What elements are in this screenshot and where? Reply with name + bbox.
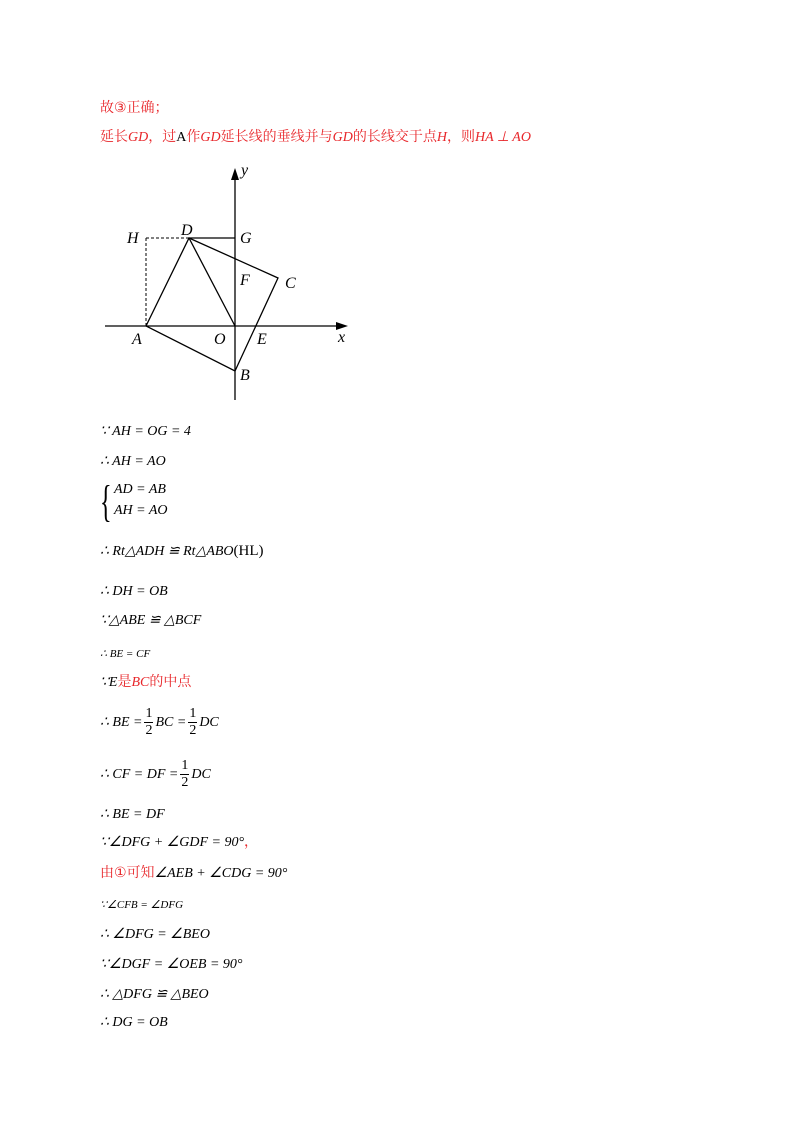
fraction-1	[144, 706, 153, 739]
frac3-den: 2	[181, 774, 189, 790]
frac3-num: 1	[181, 757, 189, 773]
t2l: HA ⊥ AO	[474, 130, 531, 145]
t2h: GD	[332, 130, 353, 145]
proof-line-13	[100, 833, 258, 852]
proof-line-19: ∴ DG = OB	[100, 1015, 168, 1030]
frac1-den: 2	[145, 722, 153, 738]
proof-line-8: ∴ BE = CF	[100, 648, 151, 660]
t2e: 作	[186, 129, 201, 145]
t2d: A	[176, 130, 187, 145]
system-row-1: AD = AB	[114, 482, 166, 497]
frac1-num: 1	[145, 705, 153, 721]
label-a: A	[132, 331, 142, 348]
proof-line-15: ∵∠CFB = ∠DFG	[100, 899, 184, 911]
square-abcd	[146, 238, 278, 371]
t14b: ∠AEB + ∠CDG = 90°	[154, 866, 288, 881]
t2b: GD	[128, 130, 149, 145]
label-g: G	[240, 230, 252, 247]
t14a: 由①可知	[100, 865, 155, 881]
t2g: 延长线的垂线并与	[220, 129, 333, 145]
label-h: H	[127, 230, 139, 247]
proof-line-16: ∴ ∠DFG = ∠BEO	[100, 927, 210, 942]
text-line-2	[100, 128, 531, 147]
label-b: B	[240, 367, 250, 384]
geometry-figure	[100, 160, 360, 405]
proof-line-3: ∵ AH = OG = 4	[100, 424, 191, 439]
t10a: ∴ BE =	[100, 715, 143, 730]
t2i: 的长线交于点	[352, 129, 437, 145]
t13a: ∵∠DFG + ∠GDF = 90°	[100, 835, 245, 850]
y-axis-arrow	[231, 168, 239, 180]
t9e: 的中点	[149, 674, 192, 690]
fraction-3	[180, 758, 189, 791]
label-c: C	[285, 275, 296, 292]
frac2-num: 1	[189, 705, 197, 721]
conclusion-3-text: 故③正确；	[100, 100, 169, 116]
t11b: DC	[191, 767, 211, 782]
t11a: ∴ CF = DF =	[100, 767, 179, 782]
system-row-2: AH = AO	[114, 503, 168, 518]
label-x: x	[338, 329, 346, 346]
t10b: BC =	[155, 715, 187, 730]
label-d: D	[181, 222, 193, 239]
fraction-2	[188, 706, 197, 739]
t13b: ，	[244, 834, 259, 850]
label-e: E	[257, 331, 267, 348]
t2f: GD	[200, 130, 221, 145]
t2k: ，则	[446, 129, 475, 145]
t9a: ∵	[100, 675, 109, 690]
label-o: O	[214, 331, 226, 348]
t2c: ，过	[148, 129, 177, 145]
t2j: H	[436, 130, 447, 145]
t9d: BC	[131, 675, 150, 690]
proof-line-5	[100, 542, 264, 561]
frac2-den: 2	[189, 722, 197, 738]
proof-line-9	[100, 673, 191, 692]
proof-line-17: ∵∠DGF = ∠OEB = 90°	[100, 957, 243, 972]
t2a: 延长	[100, 129, 128, 145]
proof-line-6: ∴ DH = OB	[100, 584, 168, 599]
t5b: (HL)	[233, 543, 264, 559]
proof-line-4: ∴ AH = AO	[100, 454, 166, 469]
t9c: 是	[117, 674, 132, 690]
left-brace-icon: {	[100, 477, 112, 526]
proof-line-12: ∴ BE = DF	[100, 807, 165, 822]
label-y: y	[241, 162, 249, 179]
proof-line-10	[100, 705, 219, 740]
segment-do	[189, 238, 235, 326]
t5a: ∴ Rt△ADH ≌ Rt△ABO	[100, 544, 234, 559]
t10c: DC	[199, 715, 219, 730]
proof-line-14	[100, 864, 287, 883]
proof-line-11	[100, 757, 211, 792]
text-line-1	[100, 99, 169, 117]
proof-line-18: ∴ △DFG ≌ △BEO	[100, 987, 209, 1002]
t9b: E	[108, 675, 118, 690]
proof-line-7: ∵△ABE ≌ △BCF	[100, 613, 202, 628]
label-f: F	[240, 272, 250, 289]
